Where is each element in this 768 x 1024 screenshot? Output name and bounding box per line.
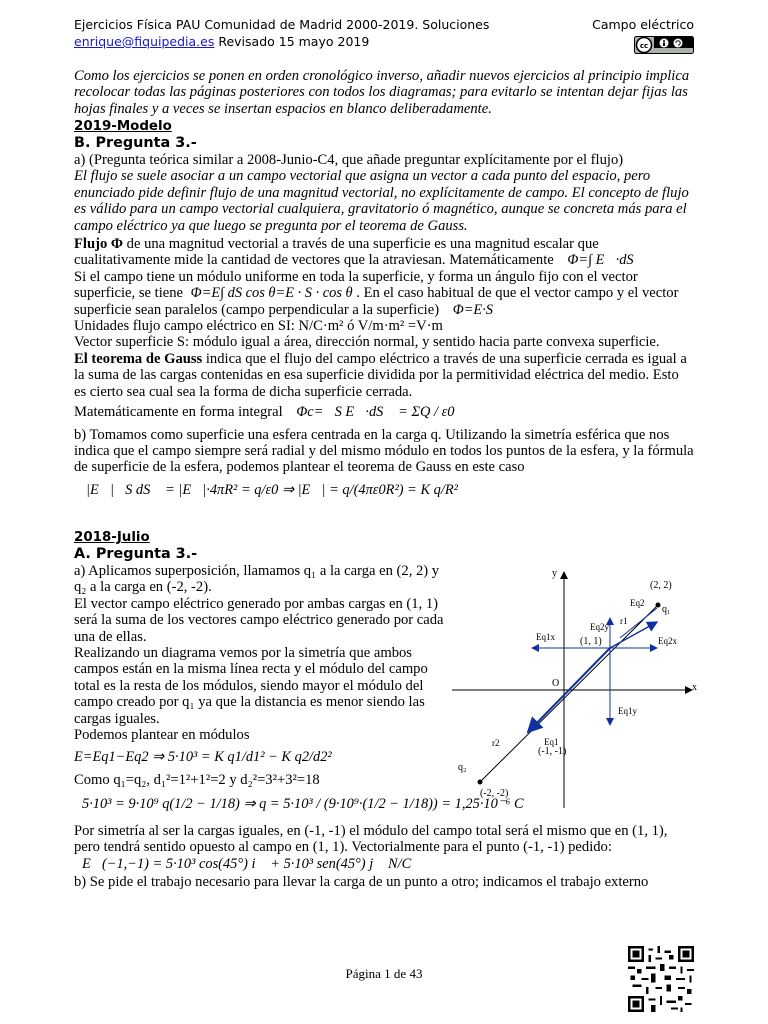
section-2019-modelo [74, 119, 694, 498]
part-a-1: a) Aplicamos superposición, llamamos q₁ a la carga en (2, 2) y q₂ a la carga en (-2, -2). [74, 563, 440, 596]
label-eq2x: Eq2x [658, 636, 677, 646]
formula-flux-parallel: Φ=E·S [452, 301, 493, 318]
surface-vector: Vector superficie S: módulo igual a área, dirección normal, y sentido hacia parte convexa superficie. [74, 334, 660, 351]
label-q1: q₁ [662, 604, 671, 615]
integral-label: Matemáticamente en forma integral [74, 404, 283, 421]
part-a-intro: a) (Pregunta teórica similar a 2008-Junio-C4, que añade preguntar explícitamente por el flujo) [74, 152, 624, 168]
header-topic: Campo eléctrico [592, 17, 694, 32]
label-eq1x: Eq1x [536, 632, 555, 642]
charge-q2-dot [478, 780, 483, 785]
part-a-italic: El flujo se suele asociar a un campo vectorial que asigna un vector a cada punto del espacio, pero enunciado pide definir flujo de una magnitud vectorial, no explícitamente de campo. El concepto de flujo es válido para un campo vectorial cualquiera, gravitatorio ó magnético, aunque se concreta más para el campo eléctrico ya que luego se pregunta por el teorema de Gauss. [74, 168, 689, 234]
author-email-link[interactable]: enrique@fiquipedia.es [74, 34, 215, 49]
formula-field-vector-line [82, 856, 694, 872]
header-line-2 [74, 33, 694, 50]
label-eq1: Eq1 [544, 737, 559, 747]
label-point-2-2: (2, 2) [650, 580, 672, 591]
charges-field-diagram [452, 560, 702, 810]
origin-label: O [552, 678, 560, 689]
svg-text:cc: cc [639, 42, 649, 50]
flux-units: Unidades flujo campo eléctrico en SI: N/C·m² ó V/m·m² =V·m [74, 318, 443, 335]
label-point-1-1: (1, 1) [580, 636, 602, 647]
part-a-2: El vector campo eléctrico generado por ambas cargas en (1, 1) será la suma de los vectores campo eléctrico generado por cada una de ellas. [74, 595, 444, 645]
integral-form [74, 404, 694, 420]
formula-gauss-sphere-line [74, 482, 694, 498]
cc-by-sa-icon [634, 36, 694, 54]
gauss-theorem [74, 351, 694, 400]
intro-note [74, 68, 694, 117]
page-header [74, 16, 694, 33]
part-a-4: Podemos plantear en módulos [74, 727, 250, 744]
page-number: Página 1 de 43 [345, 966, 423, 981]
gauss-text: indica que el flujo del campo eléctrico a través de una superficie cerrada es igual a la suma de las cargas contenidas en esa superficie dividida por la permitividad eléctrica del medio. Esto es cierto sea cual sea la forma de dicha superficie cerrada. [74, 350, 687, 400]
y-axis-label: y [552, 568, 557, 579]
question-title: B. Pregunta 3.- [74, 135, 197, 151]
formula-gauss: Φc=∮S E⃗·dS⃗ = ΣQ / ε0 [296, 404, 455, 421]
formula-field-vector: E⃗(−1,−1) = 5·10³ cos(45°) i⃗ + 5·10³ sen(45°) j⃗ N/C [82, 855, 412, 872]
qr-code-icon [628, 946, 694, 1012]
uniform-text-1: Si el campo tiene un módulo uniforme en toda la superficie, y forma un ángulo fijo con el vector superficie, se tiene [74, 268, 638, 302]
header-revised: Revisado 15 mayo 2019 [218, 34, 370, 49]
uniform-text-2: . En el caso habitual de que el vector campo y el vector superficie sean paralelos (campo perpendicular a la superficie) [74, 285, 679, 318]
part-a-3: Realizando un diagrama vemos por la simetría que ambos campos están en la misma línea recta y el módulo del campo total es la resta de los módulos, siendo mayor el módulo del campo creado por q₁ ya que la distancia es menor siendo las cargas iguales. [74, 645, 428, 727]
flujo-bold: Flujo Φ [74, 236, 123, 253]
formula-flux-integral: Φ=∫ E⃗·dS⃗ [567, 252, 645, 269]
vector-eq2 [610, 622, 657, 648]
label-eq2y: Eq2y [590, 622, 609, 632]
intro-text: Como los ejercicios se ponen en orden cronológico inverso, añadir nuevos ejercicios al principio implica recolocar todas las páginas posteriores con todos los diagramas; para evitarlo se intentan dejar fijas las hojas finales y a veces se insertan espacios en blanco deliberadamente. [74, 68, 690, 117]
label-r1: r1 [620, 616, 628, 626]
part-b-text: b) Tomamos como superficie una esfera centrada en la carga q. Utilizando la simetría esférica que nos indica que el campo siempre será radial y del mismo módulo en todos los puntos de la esfera, y la fórmula de superficie de la esfera, podemos plantear el teorema de Gauss en este caso [74, 426, 694, 476]
formula-charge: 5·10³ = 9·10⁹ q(1/2 − 1/18) ⇒ q = 5·10³ / (9·10⁹·(1/2 − 1/18)) = 1,25·10⁻⁶ C [82, 796, 524, 813]
flujo-definition [74, 236, 694, 269]
label-point-m2-m2: (-2, -2) [480, 788, 509, 799]
section-title: 2018-Julio [74, 530, 150, 545]
flujo-text: de una magnitud vectorial a través de una superficie es una magnitud escalar que cualitativamente mide la cantidad de vectores que la atraviesan. Matemáticamente [74, 236, 599, 269]
label-q2: q₂ [458, 762, 467, 773]
label-r2: r2 [492, 738, 500, 748]
label-eq2: Eq2 [630, 598, 645, 608]
left-column [74, 563, 452, 766]
gauss-bold: El teorema de Gauss [74, 350, 203, 367]
formula-gauss-sphere: |E⃗|∮S dS⃗ = |E⃗|·4πR² = q/ε0 ⇒ |E⃗| = q/(4πε0R²) = K q/R² [86, 481, 458, 498]
charge-q1-dot [656, 603, 661, 608]
label-eq1y: Eq1y [618, 706, 637, 716]
part-b-text: b) Se pide el trabajo necesario para llevar la carga de un punto a otro; indicamos el trabajo externo [74, 873, 649, 890]
como-line: Como q₁=q₂, d₁²=1²+1²=2 y d₂²=3²+3²=18 [74, 771, 320, 788]
formula-flux-uniform: Φ=E∫ dS cos θ=E · S · cos θ [190, 285, 353, 302]
label-point-m1-m1: (-1, -1) [538, 746, 567, 757]
section-title: 2019-Modelo [74, 119, 172, 134]
x-axis-label: x [692, 682, 697, 693]
charges-line [480, 605, 658, 782]
formula-superposition-line [74, 749, 452, 765]
question-title: A. Pregunta 3.- [74, 546, 198, 562]
header-title: Ejercicios Física PAU Comunidad de Madrid 2000-2019. Soluciones [74, 17, 490, 32]
formula-superposition: E=Eq1−Eq2 ⇒ 5·10³ = K q1/d1² − K q2/d2² [74, 749, 332, 766]
symmetry-text: Por simetría al ser la cargas iguales, en (-1, -1) el módulo del campo total será el mismo que en (1, 1), pero tendrá sentido opuesto al campo en (1, 1). Vectorialmente para el punto (-1, -1) pedido: [74, 822, 668, 856]
uniform-field-text [74, 269, 694, 318]
